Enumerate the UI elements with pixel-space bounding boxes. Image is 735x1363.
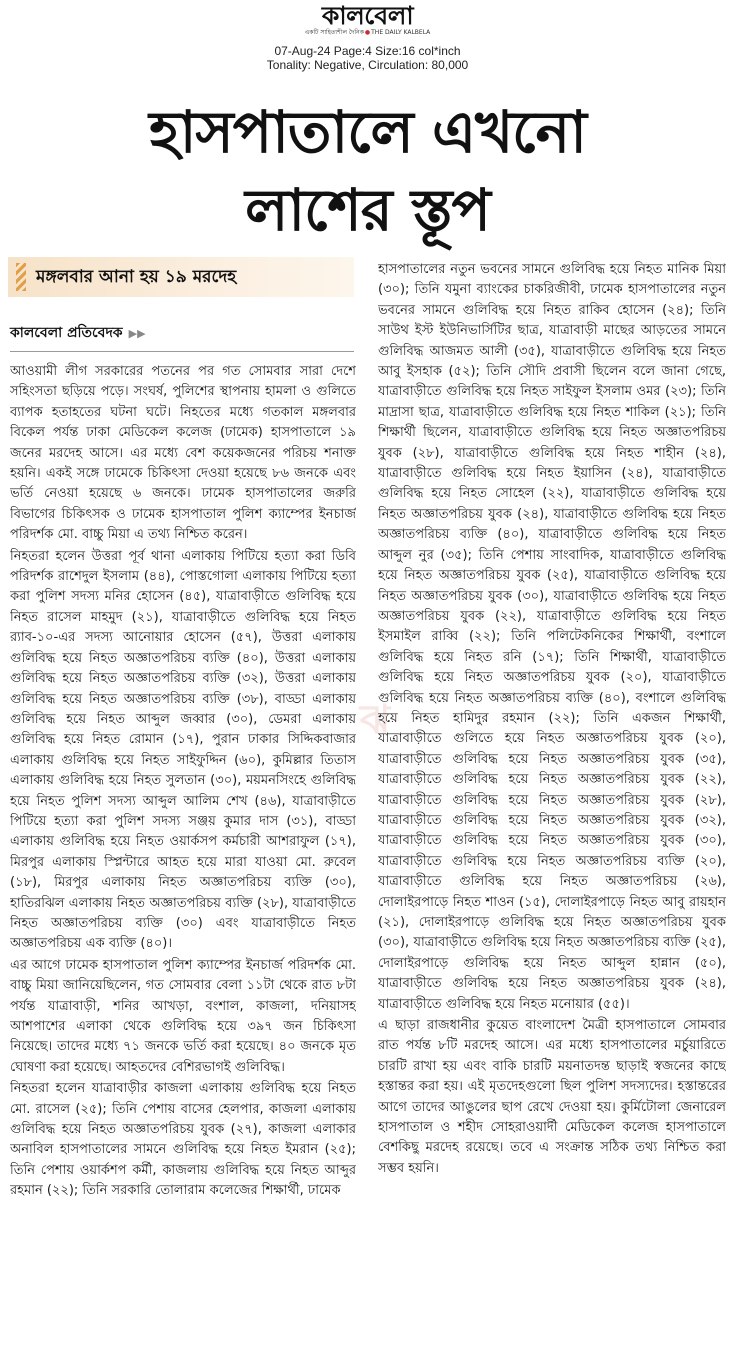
kicker-stripe-icon (16, 263, 26, 291)
article-byline (10, 323, 354, 344)
article-column-left (10, 362, 356, 1352)
tagline-english: THE DAILY KALBELA (371, 29, 431, 36)
newspaper-logo: কালবেলা (321, 1, 414, 30)
kicker-text: মঙ্গলবার আনা হয় ১৯ মরদেহ (36, 267, 237, 287)
byline-divider (10, 351, 354, 352)
paragraph: নিহতরা হলেন উত্তরা পূর্ব থানা এলাকায় পিটিয়ে হত্যা করা ডিবি পরিদর্শক রাশেদুল ইসলাম (৪৪), পোস্তগোলা এলাকায় পিটিয়ে হত্যা করা পুলিশ সদস্য মনির হোসেন (৪৫), যাত্রাবাড়ীতে গুলিবিদ্ধ হয়ে নিহত রাসেল মাহমুদ (২১), যাত্রাবাড়ীতে গুলিবিদ্ধ হয়ে নিহত র‍্যাব-১০-এর সদস্য আনোয়ার হোসেন (৫৭), উত্তরা এলাকায় গুলিবিদ্ধ হয়ে নিহত অজ্ঞাতপরিচয় ব্যক্তি (৪০), উত্তরা এলাকায় গুলিবিদ্ধ হয়ে নিহত অজ্ঞাতপরিচয় ব্যক্তি (৩২), উত্তরা এলাকায় গুলিবিদ্ধ হয়ে নিহত অজ্ঞাতপরিচয় ব্যক্তি (৩৮), বাড্ডা এলাকায় গুলিবিদ্ধ হয়ে নিহত আব্দুল জব্বার (৩০), ডেমরা এলাকায় গুলিবিদ্ধ হয়ে নিহত রোমান (১৭), পুরান ঢাকার সিদ্দিকবাজার এলাকায় গুলিবিদ্ধ হয়ে নিহত সাইফুদ্দিন (৬০), কুমিল্লার তিতাস এলাকায় গুলিবিদ্ধ হয়ে নিহত সুলতান (৩০), ময়মনসিংহে গুলিবিদ্ধ হয়ে নিহত পুলিশ সদস্য আব্দুল আলিম শেখ (৪৬), যাত্রাবাড়ীতে পিটিয়ে হত্যা করা পুলিশ সদস্য সঞ্জয় কুমার দাস (৩১), বাড্ডা এলাকায় গুলিবিদ্ধ হয়ে নিহত ওয়ার্কসপ কর্মচারী আশরাফুল (১৭), মিরপুর এলাকায় স্প্লিন্টারে আহত হয়ে মারা যাওয়া মো. রুবেল (১৮), মিরপুর এলাকায় নিহত অজ্ঞাতপরিচয় ব্যক্তি (৩০), হাতিরঝিল এলাকায় নিহত অজ্ঞাতপরিচয় ব্যক্তি (২৮), যাত্রাবাড়ীতে নিহত অজ্ঞাতপরিচয় ব্যক্তি (৩০) এবং যাত্রাবাড়ীতে নিহত অজ্ঞাতপরিচয় এক ব্যক্তি (৪০)। (10, 548, 356, 952)
paragraph: নিহতরা হলেন যাত্রাবাড়ীর কাজলা এলাকায় গুলিবিদ্ধ হয়ে নিহত মো. রাসেল (২৫); তিনি পেশায় বাসের হেলপার, কাজলা এলাকায় গুলিবিদ্ধ হয়ে নিহত অজ্ঞাতপরিচয় যুবক (২৭), কাজলা এলাকার অনাবিল হাসপাতালের সামনে গুলিবিদ্ধ হয়ে নিহত ইমরান (২৫); তিনি পেশায় ওয়ার্কশপ কর্মী, কাজলায় গুলিবিদ্ধ হয়ে নিহত আব্দুর রহমান (২২); তিনি সরকারি তোলারাম কলেজের শিক্ষার্থী, ঢামেক (10, 1081, 356, 1199)
paragraph: হাসপাতালের নতুন ভবনের সামনে গুলিবিদ্ধ হয়ে নিহত মানিক মিয়া (৩০); তিনি যমুনা ব্যাংকের চাকরিজীবী, ঢামেক হাসপাতালের নতুন ভবনের সামনে গুলিবিদ্ধ হয়ে নিহত রাকিব হোসেন (২৪); তিনি সাউথ ইস্ট ইউনিভার্সিটির ছাত্র, যাত্রাবাড়ী মাছের আড়তের সামনে গুলিবিদ্ধ আজমত আলী (৩৫), যাত্রাবাড়ীতে গুলিবিদ্ধ হয়ে নিহত আবু ইসহাক (৫২); তিনি সৌদি প্রবাসী ছিলেন বলে জানা গেছে, যাত্রাবাড়ীতে গুলিবিদ্ধ হয়ে নিহত সাইফুল ইসলাম ওমর (২৩); তিনি মাদ্রাসা ছাত্র, যাত্রাবাড়ীতে গুলিবিদ্ধ হয়ে নিহত শাকিল (২১); তিনি শিক্ষার্থী ছিলেন, যাত্রাবাড়ীতে গুলিবিদ্ধ হয়ে নিহত অজ্ঞাতপরিচয় যুবক (২৮), যাত্রাবাড়ীতে গুলিবিদ্ধ হয়ে নিহত শাহীন (২৪), যাত্রাবাড়ীতে গুলিবিদ্ধ হয়ে নিহত ইয়াসিন (২৪), যাত্রাবাড়ীতে গুলিবিদ্ধ হয়ে নিহত সোহেল (২২), যাত্রাবাড়ীতে গুলিবিদ্ধ হয়ে নিহত অজ্ঞাতপরিচয় যুবক (২৪), যাত্রাবাড়ীতে গুলিবিদ্ধ হয়ে নিহত অজ্ঞাতপরিচয় ব্যক্তি (৪০), যাত্রাবাড়ীতে গুলিবিদ্ধ হয়ে নিহত আব্দুল নুর (৩৫); তিনি পেশায় সাংবাদিক, যাত্রাবাড়ীতে গুলিবিদ্ধ হয়ে নিহত অজ্ঞাতপরিচয় যুবক (২৫), যাত্রাবাড়ীতে গুলিবিদ্ধ হয়ে নিহত অজ্ঞাতপরিচয় যুবক (৩০), যাত্রাবাড়ীতে গুলিবিদ্ধ হয়ে নিহত অজ্ঞাতপরিচয় যুবক (২২), যাত্রাবাড়ীতে গুলিবিদ্ধ হয়ে নিহত ইসমাইল রাব্বি (২২); তিনি পলিটেকনিকের শিক্ষার্থী, বংশালে গুলিবিদ্ধ হয়ে নিহত রনি (১৭); তিনি শিক্ষার্থী, যাত্রাবাড়ীতে গুলিবিদ্ধ হয়ে নিহত অজ্ঞাতপরিচয় যুবক (২০), যাত্রাবাড়ীতে গুলিবিদ্ধ হয়ে নিহত অজ্ঞাতপরিচয় ব্যক্তি (৪০), বংশালে গুলিবিদ্ধ হয়ে নিহত হামিদুর রহমান (২২); তিনি একজন শিক্ষার্থী, যাত্রাবাড়ীতে গুলিতে হয়ে নিহত অজ্ঞাতপরিচয় যুবক (২০), যাত্রাবাড়ীতে গুলিবিদ্ধ হয়ে নিহত অজ্ঞাতপরিচয় যুবক (৩৫), যাত্রাবাড়ীতে গুলিবিদ্ধ হয়ে নিহত অজ্ঞাতপরিচয় যুবক (২২), যাত্রাবাড়ীতে গুলিবিদ্ধ হয়ে নিহত অজ্ঞাতপরিচয় যুবক (২৮), যাত্রাবাড়ীতে গুলিবিদ্ধ হয়ে নিহত অজ্ঞাতপরিচয় যুবক (৩২), যাত্রাবাড়ীতে গুলিবিদ্ধ হয়ে নিহত অজ্ঞাতপরিচয় যুবক (৩০), যাত্রাবাড়ীতে গুলিবিদ্ধ হয়ে নিহত অজ্ঞাতপরিচয় ব্যক্তি (২০), যাত্রাবাড়ীতে গুলিবিদ্ধ হয়ে নিহত অজ্ঞাতপরিচয় (২৬), দোলাইরপাড়ে নিহত শাওন (১৫), দোলাইরপাড়ে নিহত আবু রায়হান (২১), দোলাইরপাড়ে গুলিবিদ্ধ হয়ে নিহত অজ্ঞাতপরিচয় যুবক (৩০), যাত্রাবাড়ীতে গুলিবিদ্ধ হয়ে নিহত অজ্ঞাতপরিচয় ব্যক্তি (২৫), দোলাইরপাড়ে গুলিবিদ্ধ হয়ে নিহত আব্দুল হান্নান (৫০), যাত্রাবাড়ীতে গুলিবিদ্ধ হয়ে নিহত অজ্ঞাতপরিচয় যুবক (২৪), যাত্রাবাড়ীতে গুলিবিদ্ধ হয়ে নিহত মনোয়ার (৫৫)। (378, 262, 726, 1012)
article-column-right (378, 260, 726, 1350)
watermark-logo: ঝ (359, 697, 391, 743)
clipping-meta (0, 44, 735, 72)
paragraph: এ ছাড়া রাজধানীর কুয়েত বাংলাদেশ মৈত্রী হাসপাতালে সোমবার রাত পর্যন্ত ৮টি মরদেহ আসে। এর মধ্যে হাসপাতালের মর্চুয়ারিতে চারটি রাখা হয় এবং বাকি চারটি ময়নাতদন্ত ছাড়াই স্বজনের কাছে হস্তান্তর করা হয়। এই মৃতদেহগুলো ছিল পুলিশ সদস্যদের। হস্তান্তরের আগে তাদের আঙুলের ছাপ রেখে দেওয়া হয়। কুর্মিটোলা জেনারেল হাসপাতাল ও শহীদ সোহরাওয়ার্দী মেডিকেল কলেজ হাসপাতালে বেশকিছু মরদেহ রয়েছে। তবে এ সংক্রান্ত সঠিক তথ্য নিশ্চিত করা সম্ভব হয়নি। (378, 1018, 726, 1176)
article-kicker (8, 257, 354, 297)
clipping-meta-line1: 07-Aug-24 Page:4 Size:16 col*inch (274, 44, 461, 58)
byline-arrow-icon: ▶▶ (128, 327, 146, 340)
tagline-dot-icon: ● (364, 29, 371, 36)
clipping-meta-line2: Tonality: Negative, Circulation: 80,000 (266, 58, 469, 72)
headline-line2: লাশের স্তূপ (245, 176, 490, 244)
byline-text: কালবেলা প্রতিবেদক (10, 325, 123, 341)
tagline-bangla: একটি সাহিত্যশীল দৈনিক (304, 29, 364, 36)
headline-line1: হাসপাতালে এখনো (149, 98, 586, 166)
masthead-tagline (0, 29, 735, 37)
masthead (0, 2, 735, 72)
paragraph: আওয়ামী লীগ সরকারের পতনের পর গত সোমবার সারা দেশে সহিংসতা ছড়িয়ে পড়ে। সংঘর্ষ, পুলিশের স্থাপনায় হামলা ও গুলিতে ব্যাপক হতাহতের ঘটনা ঘটে। নিহতের মধ্যে গতকাল মঙ্গলবার বিকেল পর্যন্ত ঢাকা মেডিকেল কলেজ (ঢামেক) হাসপাতালে ১৯ জনের মরদেহ আসে। এর মধ্যে বেশ কয়েকজনের পরিচয় শনাক্ত হয়নি। একই সঙ্গে ঢামেকে চিকিৎসা দেওয়া হয়েছে ৮৬ জনকে এবং ভর্তি নেওয়া হয়েছে ৬ জনকে। ঢামেক হাসপাতালের জরুরি বিভাগের চিকিৎসক ও ঢামেক হাসপাতাল পুলিশ ক্যাম্পের ইনচার্জ পরিদর্শক মো. বাচ্চু মিয়া এ তথ্য নিশ্চিত করেন। (10, 364, 356, 543)
article-headline (40, 93, 695, 249)
paragraph: এর আগে ঢামেক হাসপাতাল পুলিশ ক্যাম্পের ইনচার্জ পরিদর্শক মো. বাচ্চু মিয়া জানিয়েছিলেন, গত সোমবার বেলা ১১টা থেকে রাত ৮টা পর্যন্ত যাত্রাবাড়ী, শনির আখড়া, বংশাল, কাজলা, দনিয়াসহ আশপাশের এলাকা থেকে গুলিবিদ্ধ হয়ে ৩৯৭ জন চিকিৎসা নিয়েছে। তাদের মধ্যে ৭১ জনকে ভর্তি করা হয়েছে। ৪০ জনকে মৃত ঘোষণা করা হয়েছে। আহতদের বেশিরভাগই গুলিবিদ্ধ। (10, 957, 356, 1075)
